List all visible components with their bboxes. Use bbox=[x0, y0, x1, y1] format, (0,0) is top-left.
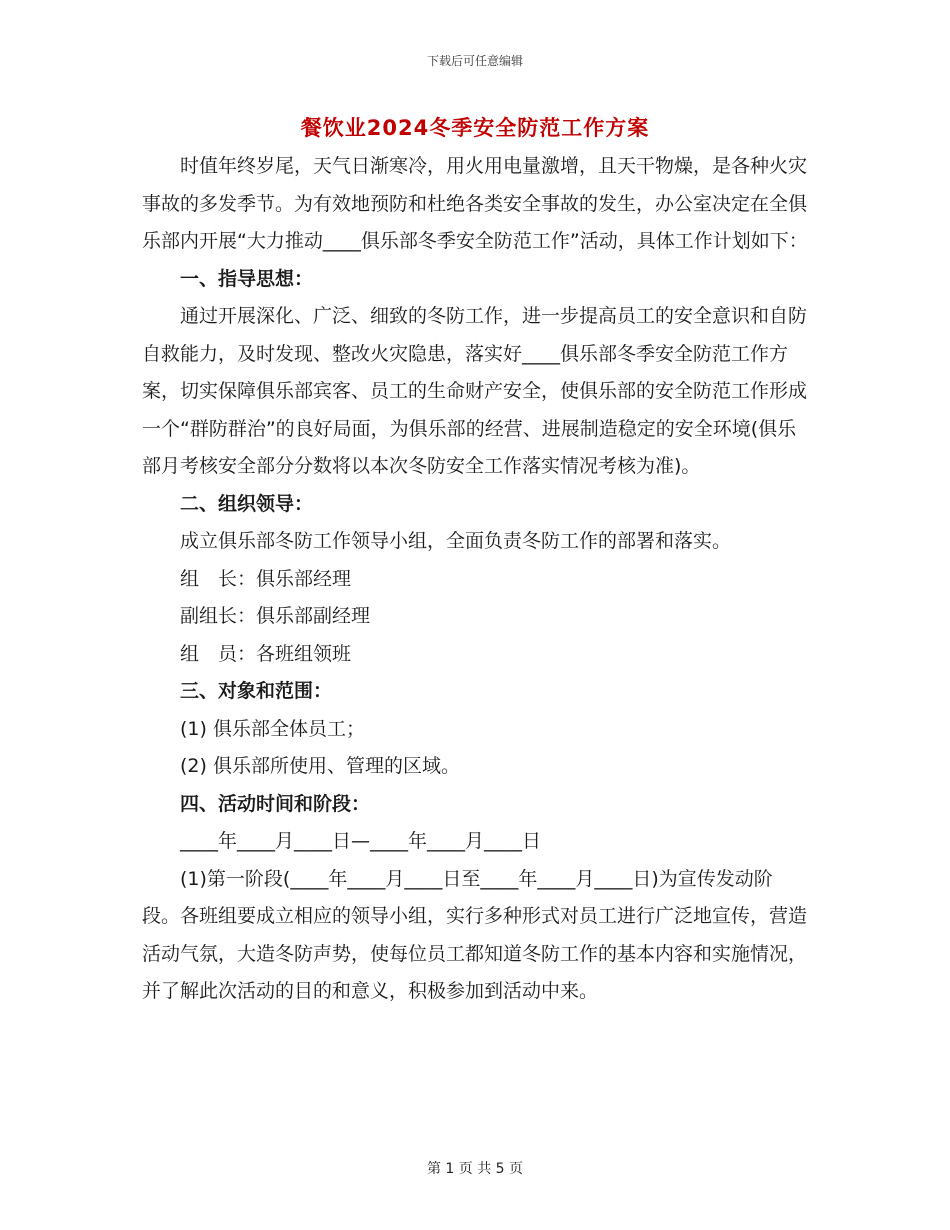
members-line: 组 员：各班组领班 bbox=[180, 642, 352, 665]
document-body bbox=[142, 148, 810, 1011]
page-footer: 第 1 页 共 5 页 bbox=[426, 1161, 524, 1177]
section-2-heading: 二、组织领导： bbox=[180, 492, 314, 515]
section-1-body: 通过开展深化、广泛、细致的冬防工作，进一步提高员工的安全意识和自防自救能力，及时发现、整改火灾隐患，落实好____俱乐部冬季安全防范工作方案，切实保障俱乐部宾客、员工的生命财产安全，使俱乐部的安全防范工作形成一个“群防群治”的良好局面，为俱乐部的经营、进展制造稳定的安全环境(俱乐部月考核安全部分分数将以本次冬防安全工作落实情况考核为准)。 bbox=[142, 305, 808, 477]
stage-1-paragraph: (1)第一阶段(____年____月____日至____年____月____日)为宣传发动阶段。各班组要成立相应的领导小组，实行多种形式对员工进行广泛地宣传，营造活动气氛，大造冬防声势，使每位员工都知道冬防工作的基本内容和实施情况，并了解此次活动的目的和意义，积极参加到活动中来。 bbox=[142, 867, 808, 1002]
scope-item-2: (2) 俱乐部所使用、管理的区域。 bbox=[180, 755, 460, 777]
section-4-heading: 四、活动时间和阶段： bbox=[180, 792, 371, 815]
activity-dates: ____年____月____日—____年____月____日 bbox=[180, 830, 542, 852]
section-3-heading: 三、对象和范围： bbox=[180, 680, 333, 702]
scope-item-1: (1) 俱乐部全体员工； bbox=[180, 717, 365, 740]
intro-paragraph: 时值年终岁尾，天气日渐寒冷，用火用电量激增，且天干物燥，是各种火灾事故的多发季节。为有效地预防和杜绝各类安全事故的发生，办公室决定在全俱乐部内开展“大力推动____俱乐部冬季安全防范工作”活动，具体工作计划如下： bbox=[142, 155, 808, 252]
deputy-line: 副组长：俱乐部副经理 bbox=[180, 605, 371, 627]
section-2-body: 成立俱乐部冬防工作领导小组，全面负责冬防工作的部署和落实。 bbox=[180, 530, 732, 552]
leader-line: 组 长：俱乐部经理 bbox=[180, 567, 352, 590]
page-header: 下载后可任意编辑 bbox=[426, 54, 523, 68]
document-title: 餐饮业2024冬季安全防范工作方案 bbox=[300, 116, 650, 140]
section-1-heading: 一、指导思想： bbox=[180, 267, 314, 290]
